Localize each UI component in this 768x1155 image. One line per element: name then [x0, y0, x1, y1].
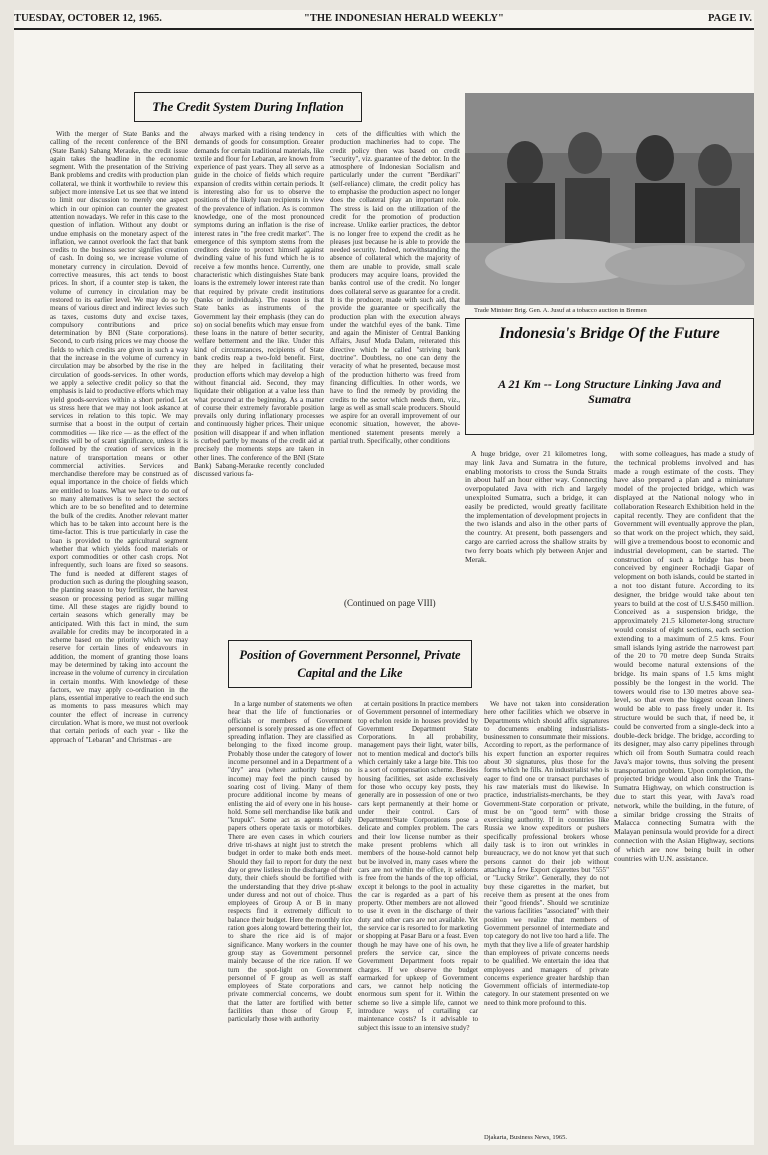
credit-article-headline: The Credit System During Inflation — [152, 99, 344, 114]
newspaper-name: "THE INDONESIAN HERALD WEEKLY" — [304, 13, 504, 24]
issue-date: TUESDAY, OCTOBER 12, 1965. — [14, 13, 162, 24]
personnel-article-column-1: In a large number of statements we often hear that the life of functionaries or officials or members of Government personnel is sorely pressed as one effect of spreading inflation. They are classified as belonging to the fixed income group. Probably those under the category of lower income personnel and in a Department of a "dry" area (where authority brings no income) may feel the pinch caused by soaring cost of living. Many of them procure additional income by means of enlisting the aid of every one in his house-hold. Some sell merchandise like batik and "krupuk". Some act as agents of daily papers others operate taxis or motorbikes. There are even cases in which couriers drive tri-shaws at night just to stretch the budget in order to make both ends meet. Should they fail to report for duty the next day or grew listless in the discharge of their duty, their chiefs should be fortified with the understanding that they drive pt-shaw under duress and not out of choice. Thus employees of Group A or B in many respects find it extremely difficult to balance their budget. Here the monthly rice ration goes along toward bettering their lot, to share the rice aid is of major significance. Many workers in the counter group stay as Government personnel mainly because of the rice ration. If we turn the spot-light on Government personnel of F group as well as staff employees of State corporations and private commercial concerns, we doubt that the latter are fortified with better facilities than those of Group F, particularly those with authority — [228, 700, 352, 1024]
personnel-article-column-3: We have not taken into consideration here other facilities which we observe in Departments which should affix signatures to documents enabling industrialists-businessmen to consummate their missions. According to report, as the performance of his expert function an exporter requires about 30 signatures, plus those for the forms which he fills. An industrialist who is eager to find one or transact purchases of his raw materials must do likewise. In practice, industrialists-merchants, be they Government-State corporation or private, must be on "good term" with those exercising authority. If in countries like Russia we know expeditors or pushers specifically professional brokers whose daily task is to iron out wrinkles in bureaucracy, we do not know yet that such persons cannot do their job without attaching a few Export cigarettes but "555" or "Lucky Strike". Generally, they do not buy these cigarettes in the market, but receive them as present at the ones from their "good friends". Should we scrutinize the various facilities "associated" with their position we realize that members of Government personnel of intermediate and top category do not live too hard a life. The myth that they live a life of greater hardship than employees of private concerns needs to be qualified. We entertain the idea that employees and managers of private concerns experience greater hardship than Government officials of intermediate-top category. In our statement presented on we need to think more profound to this. — [484, 700, 609, 1007]
credit-article-column-2: always marked with a rising tendency in demands of goods for consumption. Greater demands for certain traditional materials, like textile and flour for Lebaran, are known from experience of past years. They all serve as a guide in the choice of fields which require expansion of credits within certain periods. It is interesting also for us to observe the positions of the likely loan recipients in view of the prevalence of inflation. As is common knowledge, one of the most pronounced symptoms during an inflation is the rise of interest rates in "the free credit market". The emergence of this symptom stems from the creditors desire to protect himself against dwindling value of his fund which he is to receive a few months hence. Currently, one characteristic which distinguishes State bank loans is the extremely lower interest rate than that required by private credit institutions (banks or individuals). The reason is that State banks as instruments of the Government lay their emphasis (they can do so) on social benefits which may ensue from these loans in the nature of better security, welfare betterment and the like. Under this kind of circumstances, recipients of State bank credits reap a two-fold benefit. First, they are helped in facilitating their production efforts which may develop a high without financial aid. Second, they may liquidate their obligation at a value less than what procured at the beginning. As a matter of course their extremely favorable position prevails only during inflationary processes and continuously higher prices. Their unique position will disappear if and when inflation is curbed partly by means of the credit aid at precisely the moments steps are taken in other lines. The conference of the BNI (State Bank) Sabang-Merauke recently concluded discussed various fa- — [194, 130, 324, 479]
bridge-article-column-2: with some colleagues, has made a study of the technical problems involved and has made a rough estimate of the costs. They have also prepared a plan and a miniature model of the projected bridge, which was displayed at the National nology who in collaboration Research Exhibition held in the capital recently. They are confident that the Government will eventually approve the plan, so that work on the project which, they said, will give a tremendous boost to economic and industrial development, can be started. The construction of such a bridge has been conceived by engineer Rochadji Gapar of velopment on both islands, could be started in a not too distant future. According to its designer, the bridge would take about ten years to build at the cost of U.S.$450 million. Conceived as a suspension bridge, the approximately 21.5 kilometer-long structure would consist of eight sections, each section extending to a maximum of 2.5 kms. Four small islands lying astride the narrowest part of the 20 to 70 metre deep Sunda Straits would become natural extensions of the bridge. Its main spans of 1.5 kms might possibly be the longest in the world. The towers would rise to 130 metres above sea-level, so that even the biggest ocean liners would be able to pass freely under it. Its structure would be such that, if need be, it could be converted from a single-deck into a double-deck bridge. The bridge, according to its designer, may also carry pipelines through which oil from South Sumatra could reach Java's major towns, thus solving the present transportation problem. Upon completion, the projected bridge would also link the Trans-Sumatra Highway, on which construction is due to start this year, with Java's road network, while the building, in the future, of a similar bridge crossing the Straits of Malacca connecting Sumatra with the Malayan peninsula would provide for a direct connection with the Asian Highway, sections of which are now being built in other countries with U.N. assistance. — [614, 450, 754, 863]
personnel-article-headline: Position of Government Personnel, Private Capital and the Like — [239, 648, 461, 680]
credit-article-headline-box — [134, 92, 362, 122]
tobacco-auction-photo — [465, 93, 754, 305]
bridge-article-headline: Indonesia's Bridge Of the Future — [499, 325, 720, 342]
photo-caption: Trade Minister Brig. Gen. A. Jusuf at a tobacco auction in Bremen — [474, 307, 647, 314]
bridge-article-column-1: A huge bridge, over 21 kilometres long, may link Java and Sumatra in the future, enabling motorists to cross the Sunda Straits in about half an hour either way. Connecting overpopulated Java with rich and largely unexploited Sumatra, such a bridge, it can easily be predicted, would greatly facilitate the implementation of development projects in the two islands and also in the other parts of the country. At present, both passengers and cargo are carried across the shallow straits by two ferry boats which ply between Anjer and Merak. — [465, 450, 607, 564]
credit-article-column-3: cets of the difficulties with which the production machineries had to cope. The credit policy then was based on credit "security", viz. guarantee of the debtor. In the atmosphere of Indonesian Socialism and particularly under the current "Berdikari" (self-reliance) climate, the credit policy has to emphasise the production aspect no longer does the collateral play an important role. The stress is laid on the utilization of the credit for the promotion of production increase. Unlike earlier practices, the debtor is no longer free to expend the credit as he pleases just because he is able to provide the needed security. Indeed, notwithstanding the absence of collateral which the majority of them are unable to provide, small scale producers may acquire loans, provided the banks control use of the credit. No longer does collateral serve as guarantee for a credit. It is the producer, made with such aid, that provide the guarantee or specifically the production plan with the execution always under the watchful eyes of the bank. Time and again the Minister of Central Banking Affairs, Jusuf Muda Dalam, reiterated this directive which he called "striving bank doctrine". Doubtless, no one can deny the veracity of what he presented, because most of the production hitherto was freed from financing difficulties. In other words, we have to find the remedy by providing the credits to the sector which needs them, viz., large as well as small scale producers. Should we aspire for an overall improvement of our economic situation, however, the above-mentioned statement presents merely a partial truth. Specifically, other conditions — [330, 130, 460, 445]
personnel-article-column-2: at certain positions In practice members of Government personnel of intermediary top echelon reside in houses provided by Government Department State Corporations. In all probability, management pays their light, water bills, not to mention medical and doctor's bills which certainly take a large bite. This too is a sort of compensation scheme. Besides housing facilities, set aside exclusively for those who occupy key posts, they generally are in possession of one or two cars kept permanently at their home or under their control. Cars of Department/State Corporations pose a delicate and complex problem. The cars and their low license number as their make present problems which all members of the house-hold cannot help but be involved in, many cases where the cars are not within the office, it seldoms is free from the hands of the top official, except it belongs to the pool in actuality the car is regarded as a part of his property. Other members are not allowed to use it even in the discharge of their duty and other cars are not available. Yet the service car is resorted to for marketing or shopping at Pasar Baru or a feast. Even though he may have one of his own, he prefers the service car, since the Government Department foots repair charges. If we observe the budget earmarked for upkeep of Government cars, we cannot help noticing the enormous sum spent for it. Within the scheme so live a simple life, cannot we introduce ways of curtailing car maintenance costs? Is it advisable to subject this issue to an intensive study? — [358, 700, 478, 1032]
credit-article-column-1: With the merger of State Banks and the calling of the recent conference of the BNI (State Bank) Sabang Merauke, the credit issue again takes the headline in the economic segment. With the presentation of the Striving Bank problems and credits with production plan collateral, we think it worthwhile to review this subject more intensive Let us see that we intend to limit our discussion to merely one aspect which in our opinion can counter the greatest attention nowadays. We refer in this case to the question of inflation. Without any doubt or undue emphasis on the monetary aspect of the inflation, we cannot overlook the fact that bank credits to the business sector signifies creation of cash. In doing so, we increase volume of monetary currency in circulation. Devoid of corrective measures, this act tends to boost prices. In short, if a counter step is taken, the volume of currency in circulation may be restored to its earlier level. We may do so by means of various direct and indirect levies such as taxes, customs duty and excise taxes, compulsory contributions and price determination by BNI (State corporations). Second, to curb rising prices we may choose the fields to which credits are given in such a way that the increase in the volume of currency in circulation may be absorbed by the rise in the circulation of goods-services. In other words, we apply a selective credit policy so that the emphasis is laid to productive efforts which may yield goods-services within a short period. Let us stress here that we may not look askance at services in relation to this topic. We may surmise that a boost in the output of certain commodities — like rice — as the effect of the credits will be of scant significance, unless it is followed by the creation of services in the nature of transportation means or other commercial activities. Services and merchandise therefore may be construed as of equal importance in the choice of fields which are entitled to loans. What we have to do out of so many alternatives is to select the sectors which are to be so benefited and to determine the bulk of the credits. Another relevant matter which has to be taken into account here is the time-factor. This is true particularly in case the loan is provided to the agricultural segment whether that which yields food materials or export commodities or other cash crops. Not infrequently, such loans are fixed so seasons. The fund is needed at different stages of production such as during the ploughing season, the planting season to buy fertilizer, the harvest season or processing period as sugar milling time. All these stages are rigidly bound to certain seasons which generally may be anticipated. With this fact in mind, the sum available for credits may be incorporated in a scheme based on the priority which we may reserve for certain lines of endeavours in addition, the moment of granting those loans may be determined by taking into account the increase in the volume of currency in circulation in certain months. With knowledge of these factors, we may apply co-ordination in the plans, essential imperative to reach the end such as moments to pass measures which may counter the effect of increase in currency circulation. What is more, we must not overlook that certain periods of each year - like the approach of "Lebaran" and Christmas - are — [50, 130, 188, 744]
bridge-article-subhead: A 21 Km -- Long Structure Linking Java and Sumatra — [498, 377, 721, 406]
continued-notice: (Continued on page VIII) — [344, 598, 436, 608]
personnel-article-source: Djakarta, Business News, 1965. — [484, 1134, 568, 1141]
photo-image — [465, 93, 754, 305]
page-header — [14, 10, 754, 30]
bridge-article-box — [465, 318, 754, 435]
personnel-article-headline-box — [228, 640, 472, 688]
newspaper-page — [14, 10, 754, 1145]
page-number: PAGE IV. — [708, 13, 752, 24]
